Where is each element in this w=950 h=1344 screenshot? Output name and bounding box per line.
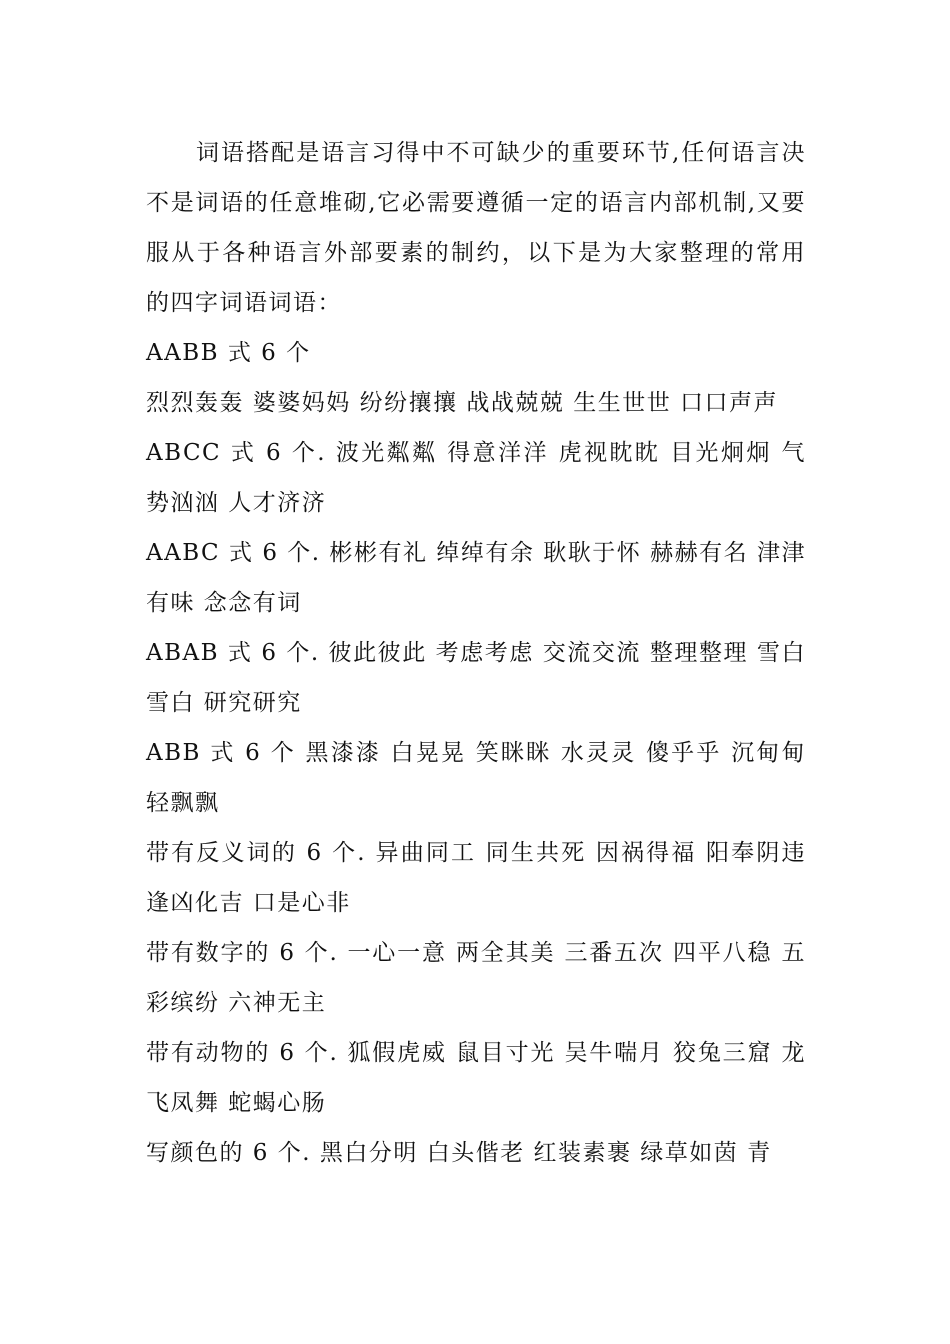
section-numbers: 带有数字的 6 个. 一心一意 两全其美 三番五次 四平八稳 五彩缤纷 六神无主 (146, 940, 806, 1016)
section-abcc: ABCC 式 6 个. 波光粼粼 得意洋洋 虎视眈眈 目光炯炯 气势汹汹 人才济济 (146, 440, 806, 516)
section-abab: ABAB 式 6 个. 彼此彼此 考虑考虑 交流交流 整理整理 雪白雪白 研究研究 (146, 640, 806, 716)
section-animals: 带有动物的 6 个. 狐假虎威 鼠目寸光 吴牛喘月 狡兔三窟 龙飞凤舞 蛇蝎心肠 (146, 1040, 806, 1116)
section-colors: 写颜色的 6 个. 黑白分明 白头偕老 红装素裹 绿草如茵 青 (146, 1140, 772, 1166)
intro-paragraph: 词语搭配是语言习得中不可缺少的重要环节,任何语言决不是词语的任意堆砌,它必需要遵循一定的语言内部机制,又要服从于各种语言外部要素的制约，以下是为大家整理的常用的四字词语词语： (146, 140, 806, 316)
section-abb: ABB 式 6 个 黑漆漆 白晃晃 笑眯眯 水灵灵 傻乎乎 沉甸甸 轻飘飘 (146, 740, 806, 816)
section-aabb-words: 烈烈轰轰 婆婆妈妈 纷纷攘攘 战战兢兢 生生世世 口口声声 (146, 390, 779, 416)
section-aabc: AABC 式 6 个. 彬彬有礼 绰绰有余 耿耿于怀 赫赫有名 津津有味 念念有词 (146, 540, 806, 616)
section-antonyms: 带有反义词的 6 个. 异曲同工 同生共死 因祸得福 阳奉阴违 逢凶化吉 口是心非 (146, 840, 806, 916)
document-page (146, 128, 806, 1178)
section-aabb-heading: AABB 式 6 个 (146, 340, 311, 366)
